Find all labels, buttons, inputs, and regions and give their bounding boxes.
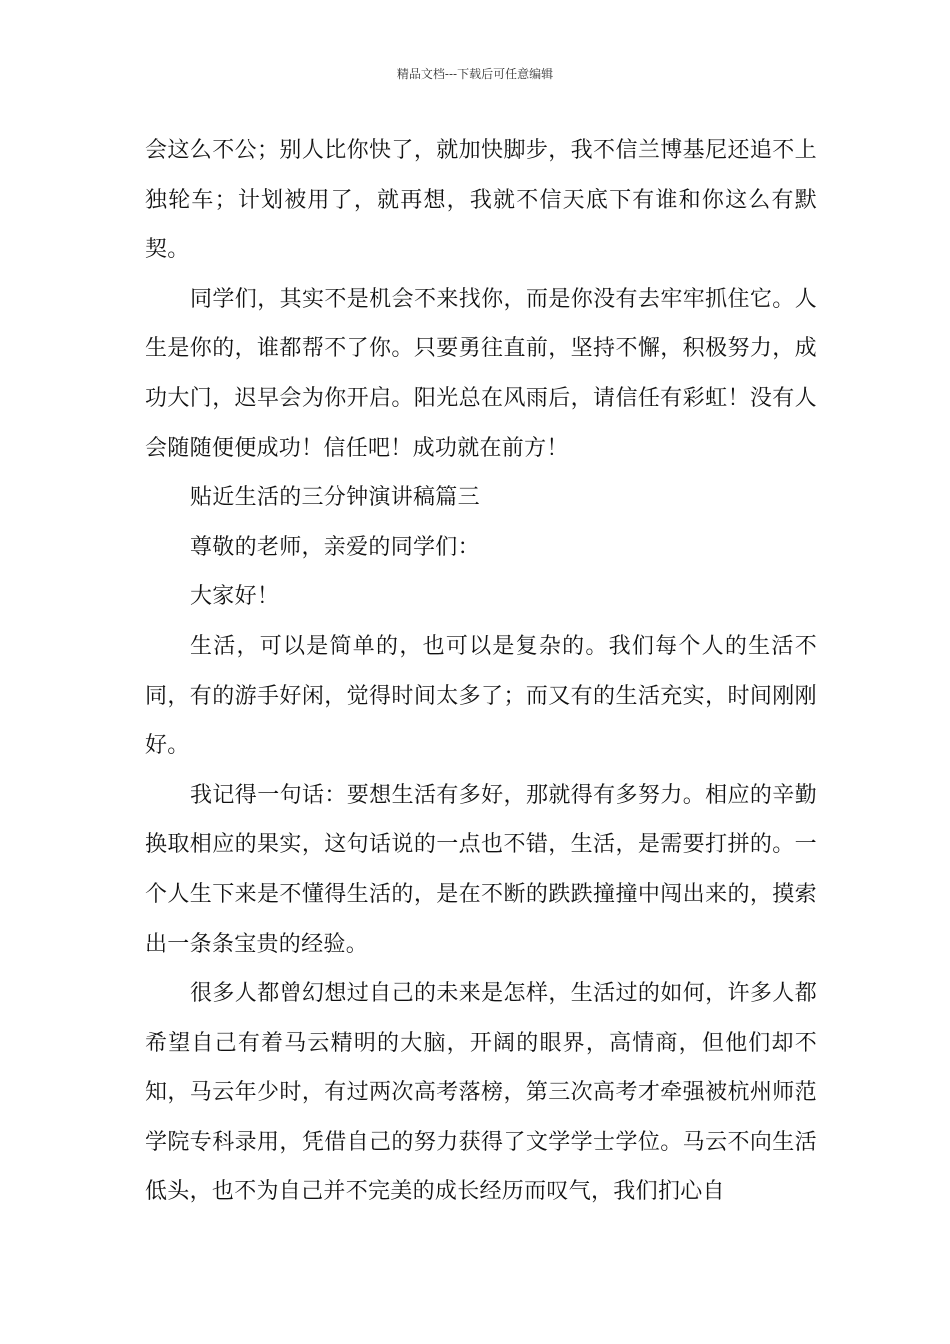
paragraph: 很多人都曾幻想过自己的未来是怎样，生活过的如何，许多人都希望自己有着马云精明的大脑，开阔的眼界，高情商，但他们却不知，马云年少时，有过两次高考落榜，第三次高考才牵强被杭州师范学院专科录用，凭借自己的努力获得了文学学士学位。马云不向生活低头，也不为自己并不完美的成长经历而叹气，我们扪心自	[145, 981, 817, 1205]
paragraph: 同学们，其实不是机会不来找你，而是你没有去牢牢抓住它。人生是你的，谁都帮不了你。只要勇往直前，坚持不懈，积极努力，成功大门，迟早会为你开启。阳光总在风雨后，请信任有彩虹！没有人会随随便便成功！信任吧！成功就在前方！	[145, 286, 817, 461]
salutation: 尊敬的老师，亲爱的同学们：	[190, 534, 480, 560]
paragraph: 我记得一句话：要想生活有多好，那就得有多努力。相应的辛勤换取相应的果实，这句话说的一点也不错，生活，是需要打拼的。一个人生下来是不懂得生活的，是在不断的跌跌撞撞中闯出来的，摸索出一条条宝贵的经验。	[145, 782, 817, 957]
paragraph: 会这么不公；别人比你快了，就加快脚步，我不信兰博基尼还追不上独轮车；计划被用了，就再想，我就不信天底下有谁和你这么有默契。	[145, 138, 817, 263]
greeting: 大家好！	[190, 584, 280, 610]
document-body	[145, 126, 817, 1217]
page-header: 精品文档---下载后可任意编辑	[396, 67, 554, 81]
paragraph: 生活，可以是简单的，也可以是复杂的。我们每个人的生活不同，有的游手好闲，觉得时间太多了；而又有的生活充实，时间刚刚好。	[145, 633, 817, 759]
section-title: 贴近生活的三分钟演讲稿篇三	[190, 485, 480, 511]
